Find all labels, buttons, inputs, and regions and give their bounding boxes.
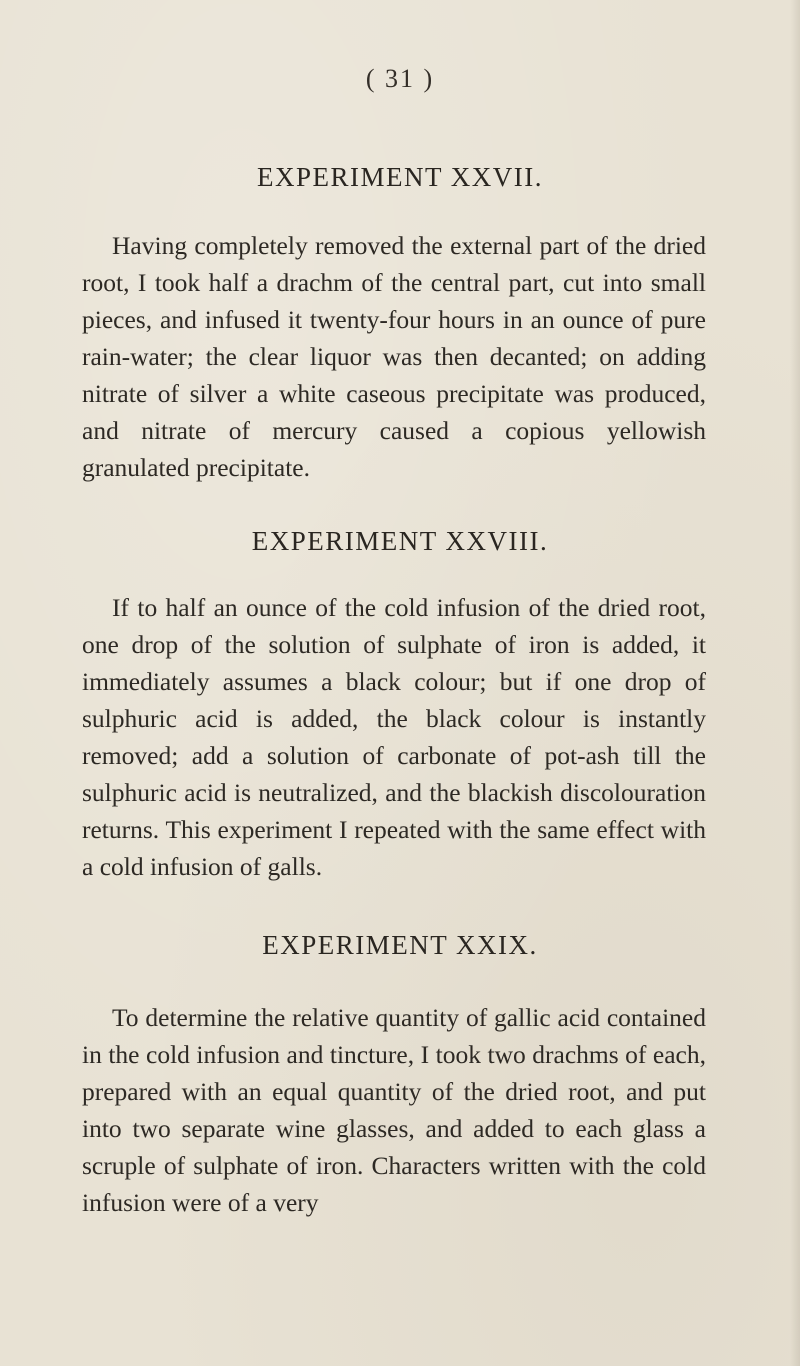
section-heading-experiment-29: EXPERIMENT XXIX. bbox=[262, 930, 538, 960]
page-edge-shadow bbox=[790, 0, 800, 1366]
section-paragraph-experiment-27: Having completely removed the external part of the dried root, I took half a drachm of the central part, cut into small pieces, and infused it twenty-four hours in an ounce of pure rain-water; the clear liquor was then decanted; on adding nitrate of silver a white caseous precipitate was produced, and nitrate of mercury caused a copious yellowish granulated precipitate. bbox=[82, 231, 706, 482]
section-paragraph-experiment-28: If to half an ounce of the cold infusion of the dried root, one drop of the solution of sulphate of iron is added, it immediately assumes a black colour; but if one drop of sulphuric acid is added, the black colour is instantly removed; add a solution of carbonate of pot-ash till the sulphuric acid is neutralized, and the blackish discolouration returns. This experiment I repeated with the same effect with a cold infusion of galls. bbox=[82, 593, 706, 881]
section-heading-experiment-28: EXPERIMENT XXVIII. bbox=[251, 526, 549, 556]
section-paragraph-experiment-29: To determine the relative quantity of gallic acid contained in the cold infusion and tincture, I took two drachms of each, prepared with an equal quantity of the dried root, and put into two separate wine glasses, and added to each glass a scruple of sulphate of iron. Characters written with the cold infusion were of a very bbox=[82, 1003, 706, 1217]
page-number: ( 31 ) bbox=[365, 64, 435, 93]
section-heading-experiment-27: EXPERIMENT XXVII. bbox=[257, 162, 543, 192]
